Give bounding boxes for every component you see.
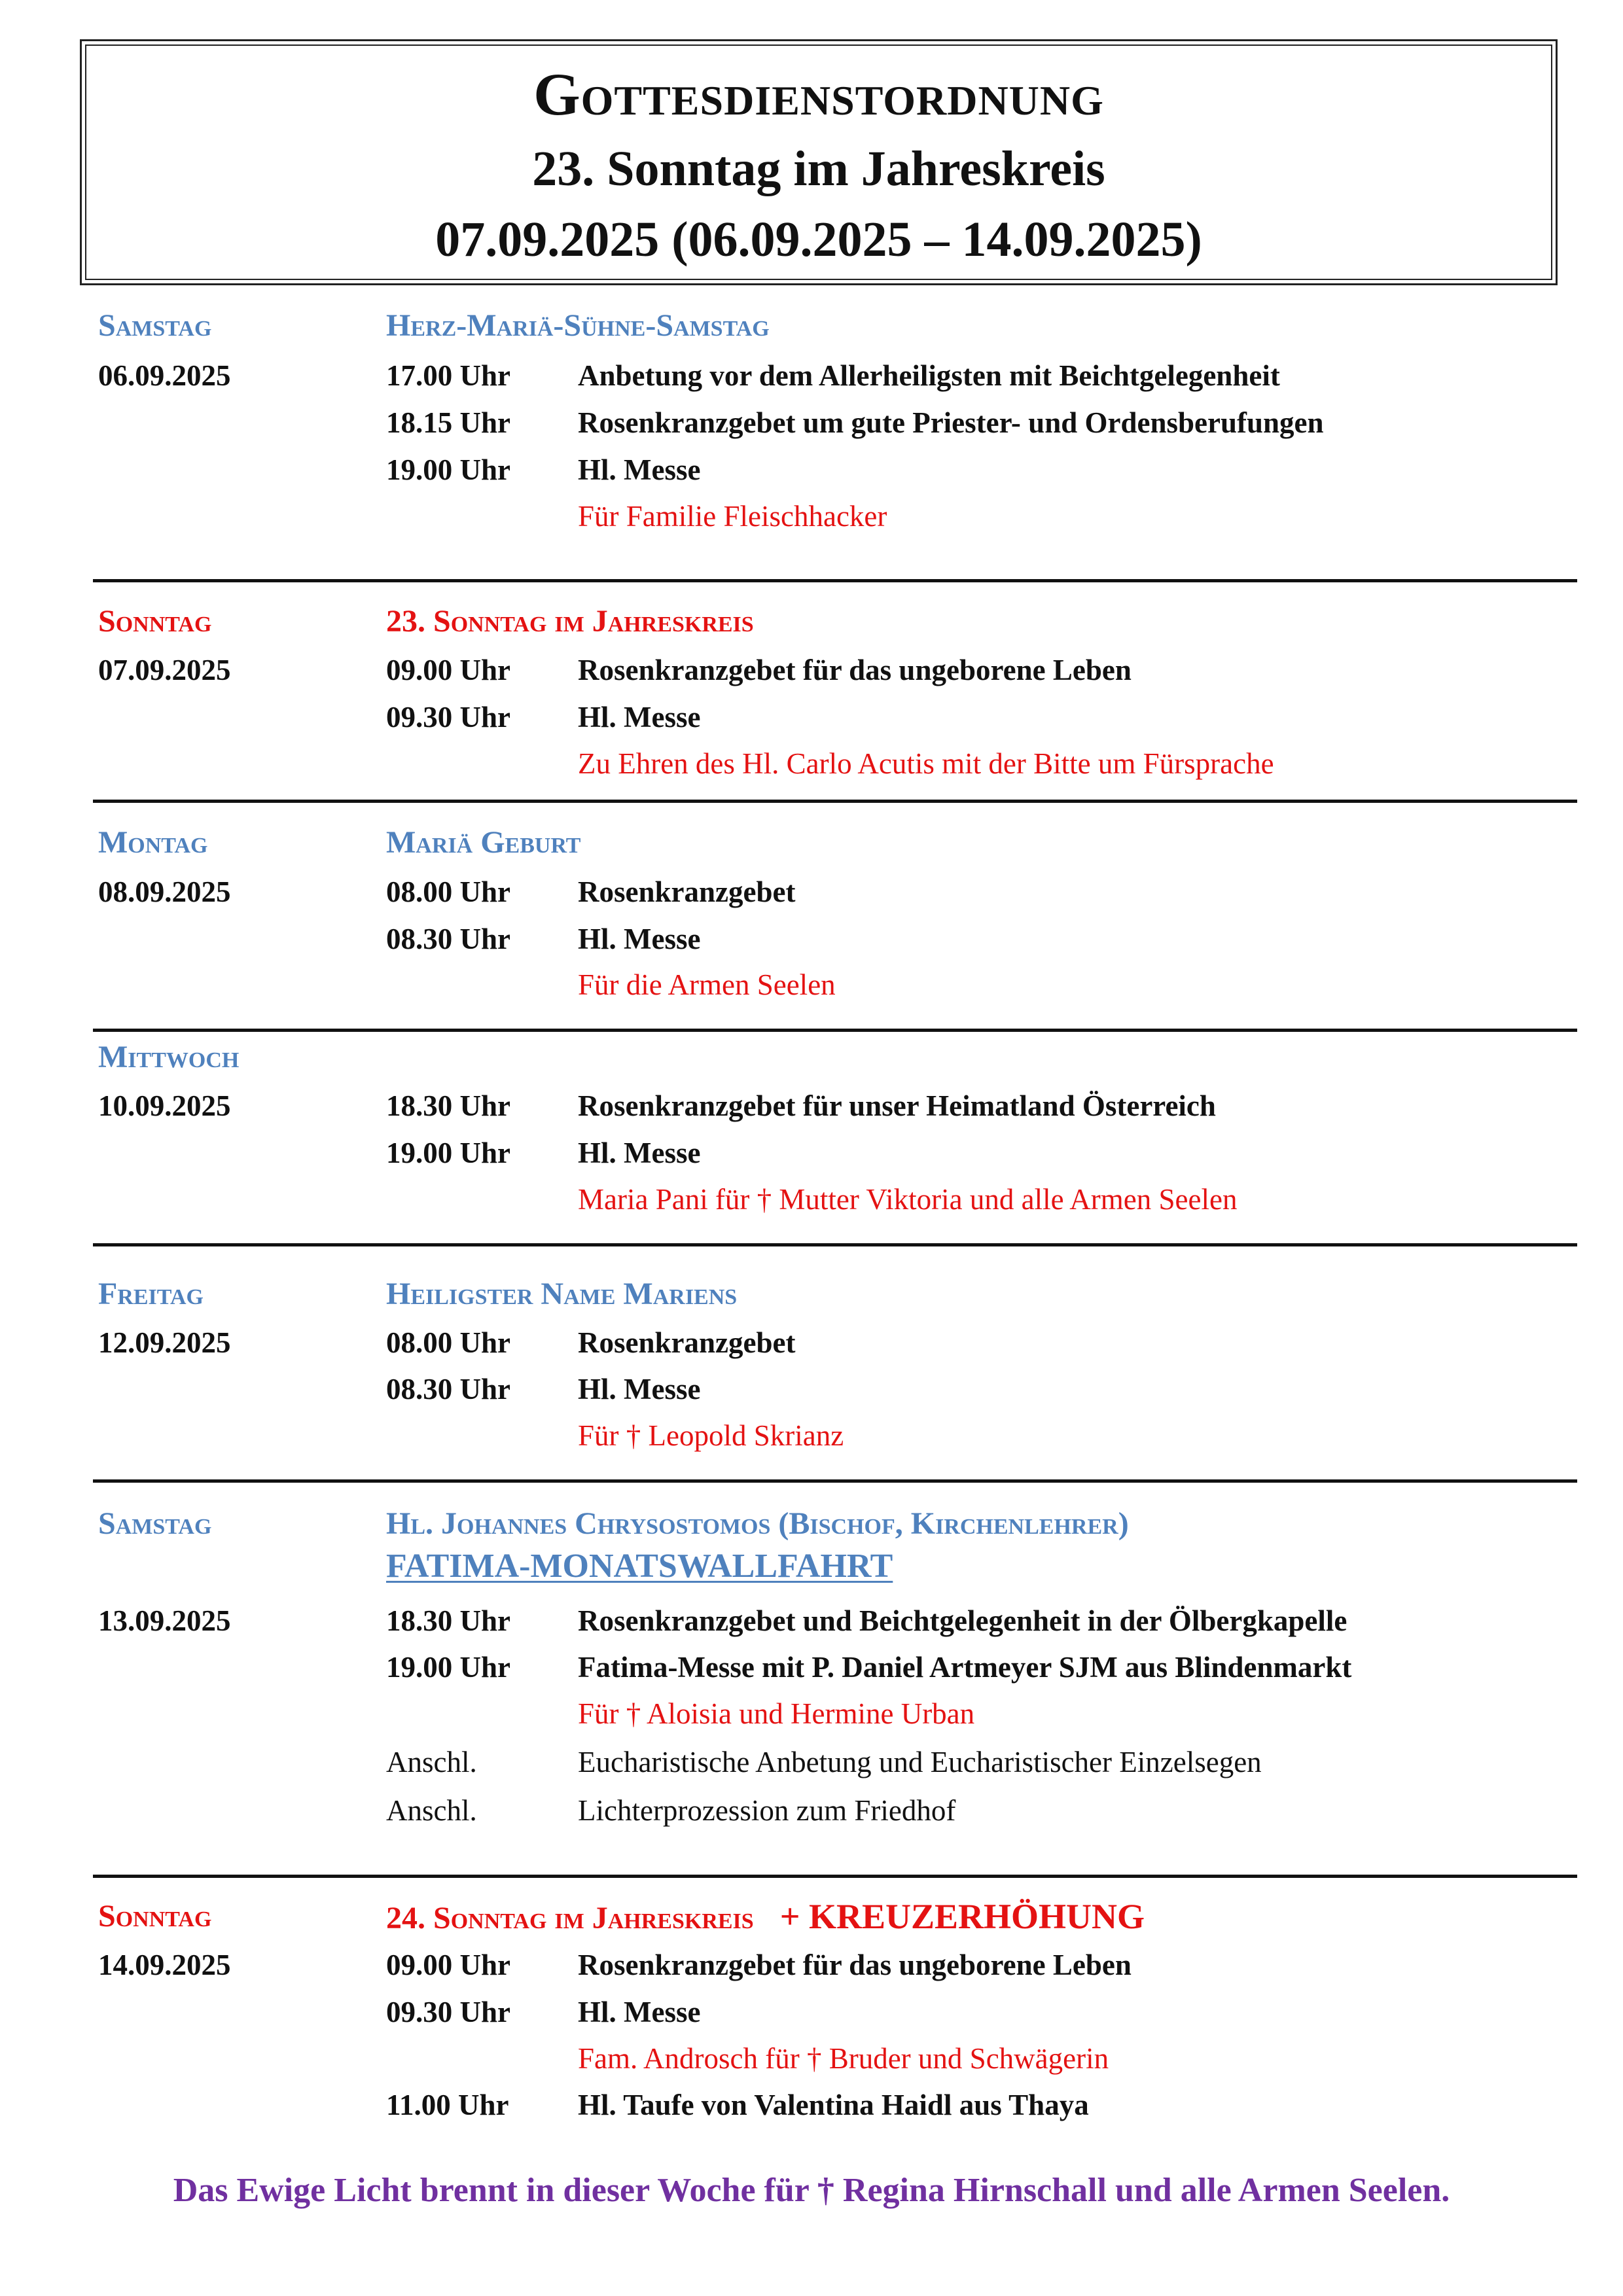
feast-title-text: 24. Sonntag im Jahreskreis — [386, 1901, 754, 1935]
entry-event: Hl. Taufe von Valentina Haidl aus Thaya — [578, 2089, 1089, 2121]
mass-intention: Für † Aloisia und Hermine Urban — [578, 1697, 975, 1730]
feast-title: Mariä Geburt — [386, 825, 581, 860]
feast-title: Heiligster Name Mariens — [386, 1277, 738, 1311]
mass-intention: Zu Ehren des Hl. Carlo Acutis mit der Bitte um Fürsprache — [578, 747, 1274, 780]
day-divider — [93, 800, 1577, 803]
after-event: Eucharistische Anbetung und Eucharistischer Einzelsegen — [578, 1746, 1262, 1778]
day-divider — [93, 1243, 1577, 1246]
day-divider — [93, 579, 1577, 582]
day-date: 08.09.2025 — [98, 875, 231, 908]
entry-time: 17.00 Uhr — [386, 359, 510, 392]
eternal-light-note: Das Ewige Licht brennt in dieser Woche für † Regina Hirnschall und alle Armen Seelen. — [173, 2172, 1450, 2209]
entry-time: 18.30 Uhr — [386, 1604, 510, 1637]
entry-event: Rosenkranzgebet um gute Priester- und Ordensberufungen — [578, 406, 1324, 439]
mass-intention: Für Familie Fleischhacker — [578, 500, 887, 533]
pilgrimage-title: FATIMA-MONATSWALLFAHRT — [386, 1547, 893, 1585]
day-date: 10.09.2025 — [98, 1089, 231, 1122]
entry-time: 08.30 Uhr — [386, 1373, 510, 1405]
feast-title: Hl. Johannes Chrysostomos (Bischof, Kirchenlehrer) — [386, 1506, 1129, 1541]
weekday-label: Mittwoch — [98, 1040, 240, 1074]
entry-event: Hl. Messe — [578, 1996, 701, 2028]
day-date: 12.09.2025 — [98, 1326, 231, 1359]
entry-event: Hl. Messe — [578, 923, 701, 955]
entry-time: 09.00 Uhr — [386, 1949, 510, 1981]
entry-event: Rosenkranzgebet und Beichtgelegenheit in der Ölbergkapelle — [578, 1604, 1347, 1637]
entry-time: 08.30 Uhr — [386, 923, 510, 955]
page-date-range: 07.09.2025 (06.09.2025 – 14.09.2025) — [435, 212, 1202, 267]
entry-time: 09.30 Uhr — [386, 1996, 510, 2028]
after-label: Anschl. — [386, 1746, 477, 1778]
header-box — [80, 39, 1558, 285]
entry-event: Fatima-Messe mit P. Daniel Artmeyer SJM aus Blindenmarkt — [578, 1651, 1352, 1684]
feast-title: 23. Sonntag im Jahreskreis — [386, 604, 754, 639]
entry-time: 18.30 Uhr — [386, 1089, 510, 1122]
day-divider — [93, 1479, 1577, 1483]
weekday-label: Samstag — [98, 308, 212, 343]
entry-time: 09.00 Uhr — [386, 654, 510, 686]
weekday-label: Samstag — [98, 1506, 212, 1541]
entry-time: 18.15 Uhr — [386, 406, 510, 439]
feast-title: Herz-Mariä-Sühne-Samstag — [386, 308, 770, 343]
mass-intention: Fam. Androsch für † Bruder und Schwägerin — [578, 2042, 1109, 2075]
entry-time: 19.00 Uhr — [386, 1651, 510, 1684]
day-date: 14.09.2025 — [98, 1949, 231, 1981]
entry-event: Rosenkranzgebet für das ungeborene Leben — [578, 1949, 1132, 1981]
entry-event: Hl. Messe — [578, 453, 701, 486]
entry-event: Hl. Messe — [578, 1137, 701, 1169]
page-subtitle: 23. Sonntag im Jahreskreis — [532, 141, 1105, 196]
entry-time: 08.00 Uhr — [386, 875, 510, 908]
after-label: Anschl. — [386, 1794, 477, 1827]
entry-event: Hl. Messe — [578, 701, 701, 733]
entry-time: 19.00 Uhr — [386, 453, 510, 486]
mass-intention: Für † Leopold Skrianz — [578, 1419, 844, 1452]
page-title: Gottesdienstordnung — [533, 61, 1104, 128]
weekday-label: Freitag — [98, 1277, 204, 1311]
weekday-label: Sonntag — [98, 1899, 212, 1934]
weekday-label: Montag — [98, 825, 208, 860]
entry-time: 11.00 Uhr — [386, 2089, 509, 2121]
mass-intention: Maria Pani für † Mutter Viktoria und alle Armen Seelen — [578, 1183, 1238, 1216]
day-date: 06.09.2025 — [98, 359, 231, 392]
entry-event: Rosenkranzgebet für unser Heimatland Österreich — [578, 1089, 1216, 1122]
entry-event: Rosenkranzgebet — [578, 1326, 796, 1359]
entry-event: Anbetung vor dem Allerheiligsten mit Beichtgelegenheit — [578, 359, 1280, 392]
entry-event: Rosenkranzgebet für das ungeborene Leben — [578, 654, 1132, 686]
day-divider — [93, 1029, 1577, 1032]
day-divider — [93, 1875, 1577, 1878]
entry-event: Hl. Messe — [578, 1373, 701, 1405]
entry-time: 19.00 Uhr — [386, 1137, 510, 1169]
day-date: 13.09.2025 — [98, 1604, 231, 1637]
entry-time: 08.00 Uhr — [386, 1326, 510, 1359]
weekday-label: Sonntag — [98, 604, 212, 639]
entry-time: 09.30 Uhr — [386, 701, 510, 733]
entry-event: Rosenkranzgebet — [578, 875, 796, 908]
mass-intention: Für die Armen Seelen — [578, 968, 836, 1001]
day-date: 07.09.2025 — [98, 654, 231, 686]
feast-title — [386, 1896, 1145, 1937]
after-event: Lichterprozession zum Friedhof — [578, 1794, 956, 1827]
feast-extra: + KREUZERHÖHUNG — [779, 1897, 1145, 1936]
